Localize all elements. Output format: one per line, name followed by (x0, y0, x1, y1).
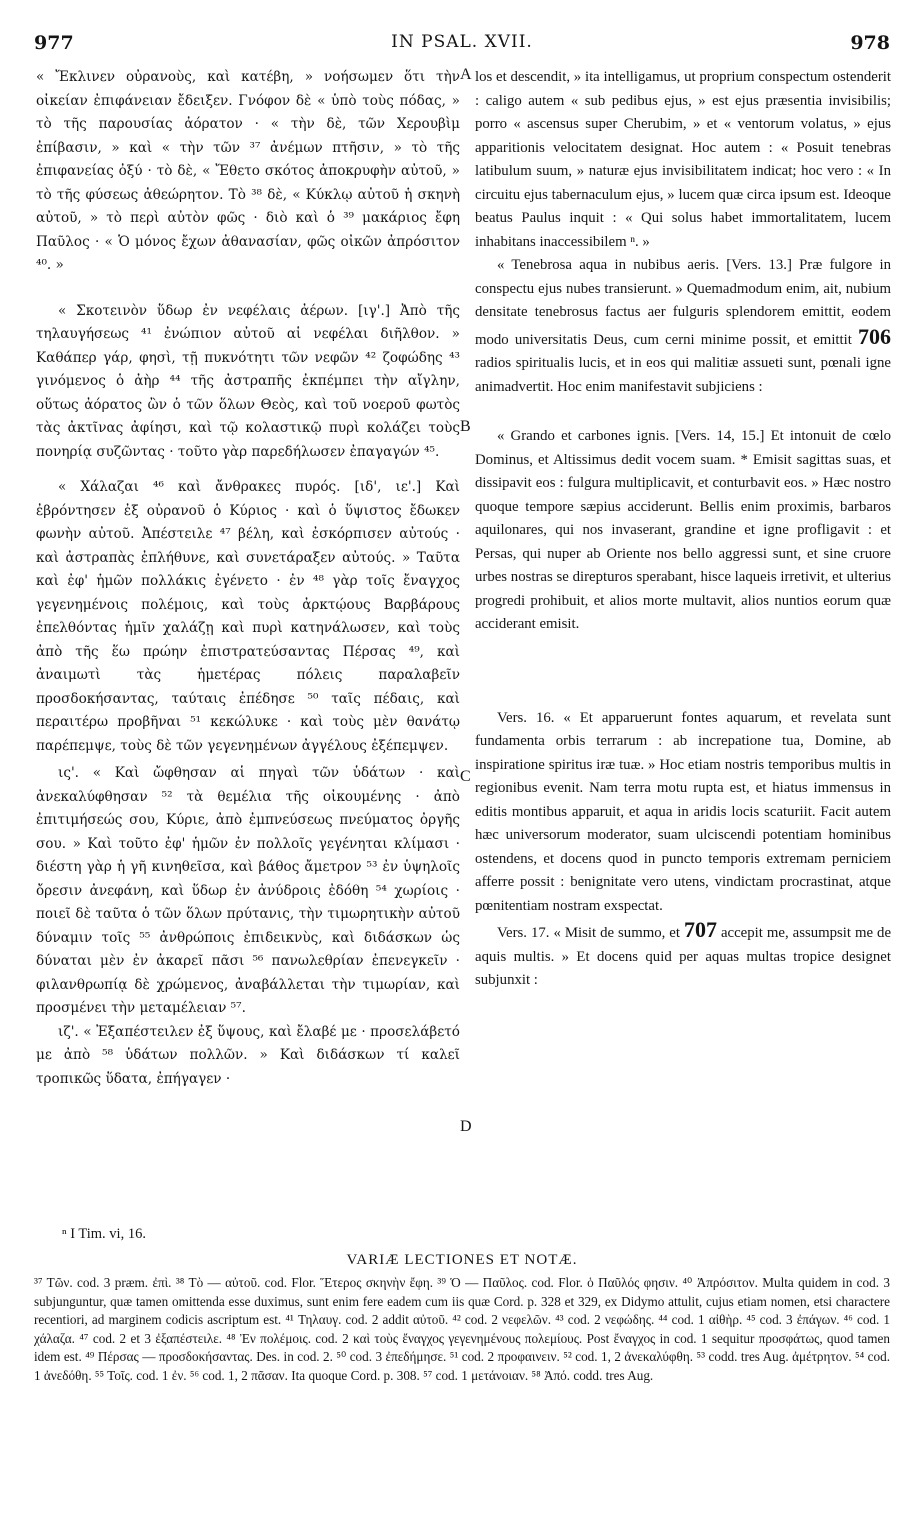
latin-text: radios spiritualis lucis, et in eos qui malitiæ assueti sunt, pœnali igne animadvertit. Hoc enim manifestavit subjiciens : (475, 355, 891, 395)
notes-text: ³⁷ Τῶν. cod. 3 præm. ἐπὶ. ³⁸ Τὸ — αὐτοῦ. cod. Flor. Ἕτερος σκηνὴν ἔφη. ³⁹ Ὁ — Παῦλος. cod. Flor. ὁ Παῦλός φησιν. ⁴⁰ Ἀπρόσιτον. Multa quidem in cod. 3 subjunguntur, quæ tamen omittenda esse duximus, sunt enim fere eadem cum iis quæ Cord. p. 328 et 329, ex Didymo attulit, cujus etiam nomen, etsi charactere recentiori, ad marginem codicis ascriptum est. ⁴¹ Τηλαυγ. cod. 2 addit αὐτοῦ. ⁴² cod. 2 νεφελῶν. ⁴³ cod. 2 νεφώδης. ⁴⁴ cod. 1 αἰθὴρ. ⁴⁵ cod. 3 ἐπάγων. ⁴⁶ cod. 1 χάλαζα. ⁴⁷ cod. 2 et 3 ἐξαπέστειλε. ⁴⁸ Ἐν πολέμοις. cod. 2 καὶ τοὺς ἔναγχος γεγενημένους πολεμίους. Post ἔναγχος in cod. 1 sequitur προσφάτως, quod tamen idem est. ⁴⁹ Πέρσας — προσδοκήσαντας. Des. in cod. 2. ⁵⁰ cod. 3 ἐπεδήμησε. ⁵¹ cod. 2 προφαινειν. ⁵² cod. 1, 2 ἀνεκαλύφθη. ⁵³ codd. tres Aug. ἀμέτρητον. ⁵⁴ cod. 1 ἀνεδόθη. ⁵⁵ Τοῖς. cod. 1 ἐν. ⁵⁶ cod. 1, 2 πᾶσαν. Ita quoque Cord. p. 308. ⁵⁷ cod. 1 μετάνοιαν. ⁵⁸ Ἀπό. codd. tres Aug. (34, 1275, 890, 1383)
greek-paragraph: « Σκοτεινὸν ὕδωρ ἐν νεφέλαις ἀέρων. [ιγ'.] Ἀπὸ τῆς τηλαυγήσεως ⁴¹ ἐνώπιον αὐτοῦ αἱ νεφέλαι διῆλθον. » Καθάπερ γάρ, φησὶ, τῇ πυκνότητι τῶν νεφῶν ⁴² ζοφώδης ⁴³ γινόμενος ὁ ἀὴρ ⁴⁴ τῆς ἀστραπῆς ἐκπέμπει τὴν αἴγλην, οὕτως ἀόρατος ὢν ὁ τῶν ὅλων Θεὸς, καὶ τοῦ νοεροῦ φωτὸς τὰς ἀκτῖνας ἀφίησι, καὶ τῷ κολαστικῷ πυρὶ κολάζει τοὺς πονηρίᾳ συζῶντας · τοῦτο γὰρ παρεδήλωσεν ἐπαγαγών ⁴⁵. (36, 302, 460, 460)
latin-column (475, 66, 891, 993)
left-page-number: 977 (34, 32, 74, 54)
margin-letter-d: D (460, 1118, 472, 1135)
latin-text: « Tenebrosa aqua in nubibus aeris. [Vers. 13.] Præ fulgore in conspectu ejus nubes transierunt. » Quemadmodum enim, ait, nubium densitate tenebrosus factus aer fulguris splendorem emittit, eodem modo universitatis Deus, cum cerni minime possit, et emittit (475, 257, 891, 348)
margin-letter-a: A (460, 66, 472, 83)
latin-paragraph: los et descendit, » ita intelligamus, ut proprium conspectum ostenderit : caligo autem « sub pedibus ejus, » est ejus præsentia invisibilis; porro « ascensus super Cherubim, » et « ventorum volatus, » ejus apparitionis velocitatem designat. Hoc autem : « Posuit tenebras latibulum suum, » naturæ ejus invisibilitatem indicat; hoc vero : « In circuitu ejus tabernaculum ejus, » lucem quæ circa ipsum est. Ideoque beatus Paulus inquit : « Qui solus habet immortalitatem, lucem inhabitans inaccessibilem ⁿ. » (475, 69, 891, 250)
greek-paragraph: « Ἔκλινεν οὐρανοὺς, καὶ κατέβη, » νοήσωμεν ὅτι τὴν οἰκείαν ἐπιφάνειαν ἔδειξεν. Γνόφον δὲ « ὑπὸ τοὺς πόδας, » τὸ τῆς παρουσίας ἀόρατον · « τὴν δὲ, τῶν Χερουβὶμ ἐπίβασιν, » καὶ « τὴν τῶν ³⁷ ἀνέμων πτῆσιν, » τὸ τῆς ἐπιφανείας ὀξύ · τὸ δὲ, « Ἔθετο σκότος ἀποκρυφὴν αὐτοῦ, » τὸ τῆς φύσεως ἀθεώρητον. Τὸ ³⁸ δὲ, « Κύκλῳ αὐτοῦ ἡ σκηνὴ αὐτοῦ, » τὸ περὶ αὐτὸν φῶς · διὸ καὶ ὁ ³⁹ μακάριος ἔφη Παῦλος · « Ὁ μόνος ἔχων ἀθανασίαν, φῶς οἰκῶν ἀπρόσιτον ⁴⁰. » (36, 69, 460, 273)
greek-paragraph: ιζ'. « Ἐξαπέστειλεν ἐξ ὕψους, καὶ ἔλαβέ με · προσελάβετό με ἀπὸ ⁵⁸ ὑδάτων πολλῶν. » Καὶ διδάσκων τί καλεῖ τροπικῶς ὕδατα, ἐπήγαγεν · (36, 1023, 460, 1087)
margin-letter-c: C (460, 768, 471, 785)
footnote: ⁿ I Tim. vi, 16. (62, 1226, 146, 1242)
right-page-number: 978 (850, 32, 890, 54)
latin-text: Vers. 17. « Misit de summo, et (497, 925, 680, 941)
margin-letter-b: B (460, 418, 471, 435)
latin-paragraph: Vers. 16. « Et apparuerunt fontes aquarum, et revelata sunt fundamenta orbis terrarum : ab increpatione tua, Domine, ab inspiratione spiritus iræ tuæ. » Hoc etiam nostris temporibus multis in regionibus evenit. Nam terra motu rupta est, et hiatus immensus in editis montibus apparuit, et aqua in aridis locis scaturiit. Facit autem hæc universorum moderator, suam ulciscendi potentiam hominibus ostendens, et docens quod in puncto temporis extremam perniciem afferre possit : benignitate vero utens, vindictam procrastinat, atque pœnitentiam nostram exspectat. (475, 709, 891, 914)
greek-paragraph: « Χάλαζαι ⁴⁶ καὶ ἄνθρακες πυρός. [ιδ', ιε'.] Καὶ ἐβρόντησεν ἐξ οὐρανοῦ ὁ Κύριος · καὶ ὁ ὕψιστος ἔδωκεν φωνὴν αὐτοῦ. Ἀπέστειλε ⁴⁷ βέλη, καὶ ἐσκόρπισεν αὐτούς · καὶ ἀστραπὰς ἐπλήθυνε, καὶ συνετάραξεν αὐτούς. » Ταῦτα καὶ ἐφ' ἡμῶν πολλάκις ἐγένετο · ἐν ⁴⁸ γὰρ τοῖς ἔναγχος γεγενημένοις πολέμοις, καὶ τοὺς ἀρκτῴους Βαρβάρους ἐπελθόντας ἡμῖν χαλάζῃ καὶ πυρὶ κατηνάλωσεν, καὶ τοὺς ἀπὸ τῆς ἕω πρώην ἐπιστρατεύσαντας Πέρσας ⁴⁹, καὶ ἀναιμωτὶ τὰς ἡμετέρας πόλεις παραλαβεῖν προσδοκήσαντας, ταύταις ἐπέδησε ⁵⁰ ταῖς πέδαις, καὶ περαιτέρω προβῆναι ⁵¹ κεκώλυκε · καὶ τοὺς μὲν θανάτῳ παρέπεμψε, τοὺς δὲ τῶν γεγενημένων ἀγγέλους ἐξέπεμψεν. (36, 479, 460, 754)
variae-title: VARIÆ LECTIONES ET NOTÆ. (346, 1252, 578, 1268)
greek-column (36, 66, 460, 1091)
greek-paragraph: ις'. « Καὶ ὤφθησαν αἱ πηγαὶ τῶν ὑδάτων · καὶ ἀνεκαλύφθησαν ⁵² τὰ θεμέλια τῆς οἰκουμένης · ἀπὸ ἐπιτιμήσεώς σου, Κύριε, ἀπὸ ἐμπνεύσεως πνεύματος ὀργῆς σου. » Καὶ τοῦτο ἐφ' ἡμῶν ἐν πολλοῖς γεγένηται κλίμασι · διέστη γὰρ ἡ γῆ κινηθεῖσα, καὶ βάθος ἄμετρον ⁵³ ἐν ὑψηλοῖς ὄρεσιν ἀνεφάνη, καὶ ὕδωρ ἐν ἀνύδροις ἐδόθη ⁵⁴ χωρίοις · ποιεῖ δὲ ταῦτα ὁ τῶν ὅλων πρύτανις, τὴν τιμωρητικὴν αὐτοῦ δύναμιν τοῖς ⁵⁵ ἀνθρώποις ἐπιδεικνὺς, καὶ διδάσκων ὡς δύναται μὲν ἐν ἀκαρεῖ πᾶσι ⁵⁶ πανωλεθρίαν ἐπενεγκεῖν · φιλανθρωπίᾳ δὲ χρώμενος, ἀναβάλλεται τὴν τιμωρίαν, καὶ προσμένει τὴν μεταμέλειαν ⁵⁷. (36, 765, 460, 1016)
latin-text: accepit me, assumpsit me de aquis multis. » Et docens quid per aquas multas tropice designet subjunxit : (475, 925, 891, 988)
running-title: IN PSAL. XVII. (391, 32, 533, 52)
latin-paragraph: « Grando et carbones ignis. [Vers. 14, 15.] Et intonuit de cœlo Dominus, et Altissimus dedit vocem suam. * Emisit sagittas suas, et dissipavit eos : fulgura multiplicavit, et conturbavit eos. » Hæc nostro quoque tempore sæpius acciderunt. Bellis enim proximis, barbaros aquilonares, qui nos invaserant, grandine et igne profligavit : et Persas, qui nuper ab Oriente nos bello aggressi sunt, et sine cruore urbes nostras se direpturos sperabant, hisce laqueis irretivit, et ulterius progredi prohibuit, et alios morte multavit, alios nuntios eorum quæ acciderant emisit. (475, 428, 891, 632)
page-header (34, 32, 890, 58)
latin-paragraph (475, 918, 891, 993)
column-number: 707 (683, 917, 717, 942)
column-number: 706 (858, 323, 891, 349)
latin-paragraph (475, 254, 891, 399)
variant-notes (34, 1274, 890, 1386)
